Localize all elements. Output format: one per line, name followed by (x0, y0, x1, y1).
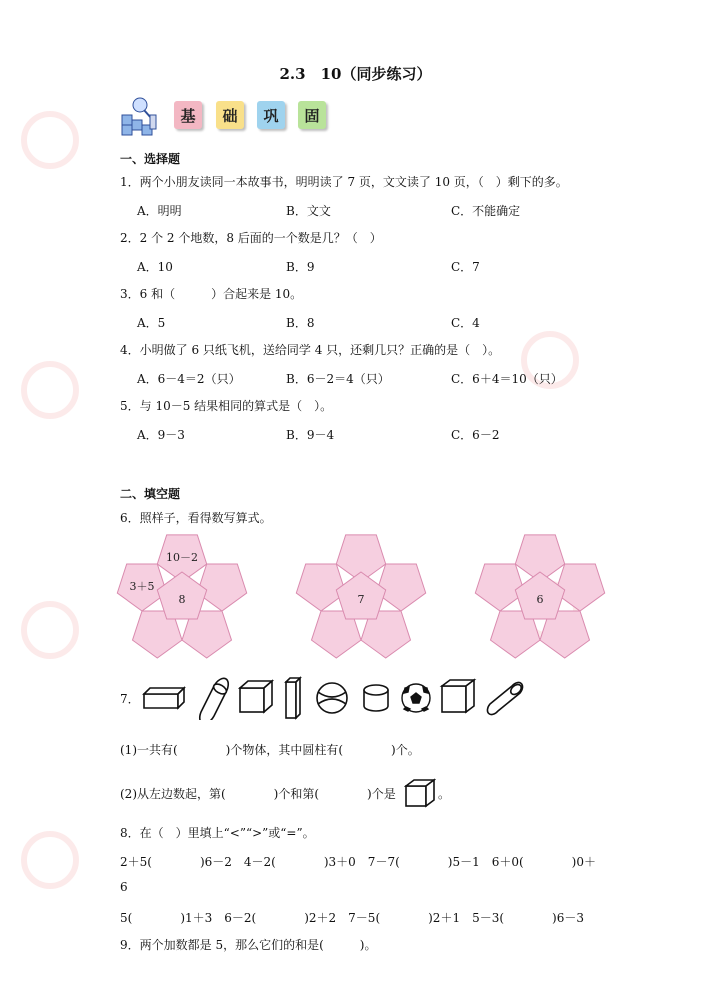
question-7-part-2: (2)从左边数起，第( )个和第( )个是 (120, 787, 396, 801)
flower-petal-top-expression: 10－2 (166, 550, 198, 564)
q1-option-b: B．文文 (286, 204, 331, 218)
q1-option-c: C．不能确定 (451, 204, 521, 218)
question-8-row-1-wrap: 6 (120, 880, 128, 894)
q4-option-b: B．6－2＝4（只） (286, 372, 390, 386)
q4-option-a: A．6－4＝2（只） (137, 372, 241, 386)
q3-option-c: C．4 (451, 316, 480, 330)
watermark-left-top (20, 110, 80, 170)
question-8-row-2: 5( )1＋3 6－2( )2＋2 7－5( )2＋1 5－3( )6－3 (120, 911, 584, 925)
cylinder-slanted-icon (487, 683, 523, 715)
q5-option-c: C．6－2 (451, 428, 500, 442)
question-9: 9．两个加数都是 5，那么它们的和是( )。 (120, 938, 377, 952)
q7-shapes-row (140, 676, 530, 720)
flower-petal (555, 564, 604, 611)
section2-heading: 二、填空题 (120, 487, 181, 501)
question-2: 2．2 个 2 个地数，8 后面的一个数是几？（ ） (120, 231, 382, 245)
flower-1 (117, 535, 246, 658)
cuboid-tall-icon (286, 678, 300, 718)
banner-tag-2: 础 (216, 101, 244, 129)
q2-option-c: C．7 (451, 260, 480, 274)
flower-diagrams (0, 530, 711, 660)
question-6: 6．照样子，看得数写算式。 (120, 511, 272, 525)
flower-center-number: 8 (178, 593, 186, 606)
banner-figure-icon (120, 97, 168, 139)
q5-option-a: A．9－3 (137, 428, 185, 442)
question-4: 4．小明做了 6 只纸飞机，送给同学 4 只，还剩几只？正确的是（ ）。 (120, 343, 501, 357)
ball-icon (317, 683, 347, 713)
flower-petal-left-expression: 3＋5 (129, 580, 155, 593)
cuboid-flat-icon (144, 688, 184, 708)
cylinder-tilted-icon (200, 678, 228, 720)
flower-center-number: 6 (536, 593, 544, 606)
section1-heading: 一、选择题 (120, 152, 181, 166)
flower-center-number: 7 (357, 593, 365, 606)
q2-option-a: A．10 (137, 260, 173, 274)
flower-petal (197, 564, 246, 611)
banner-tag-3: 巩 (257, 101, 285, 129)
banner-tag-4: 固 (298, 101, 326, 129)
q3-option-a: A．5 (137, 316, 166, 330)
section-banner (120, 97, 340, 139)
soccer-ball-icon (402, 684, 430, 712)
question-7-label: 7． (120, 692, 140, 706)
flower-petal (296, 564, 345, 611)
flower-2 (296, 535, 425, 658)
page-title: 2.3 10（同步练习） (279, 65, 432, 83)
watermark-left-bottom (20, 830, 80, 890)
question-8: 8．在（ ）里填上“<”“>”或“=”。 (120, 826, 315, 840)
q2-option-b: B．9 (286, 260, 315, 274)
flower-3 (475, 535, 604, 658)
question-1: 1．两个小朋友读同一本故事书，明明读了 7 页，文文读了 10 页，（ ）剩下的多。 (120, 175, 568, 189)
watermark-left-mid (20, 360, 80, 420)
q4-option-c: C．6＋4＝10（只） (451, 372, 563, 386)
flower-petal (475, 564, 524, 611)
flower-petal (376, 564, 425, 611)
cylinder-icon (364, 685, 388, 711)
cube-icon (442, 680, 474, 712)
question-5: 5．与 10－5 结果相同的算式是（ ）。 (120, 399, 333, 413)
question-3: 3．6 和（ ）合起来是 10。 (120, 287, 303, 301)
question-7-part-2-end: 。 (438, 787, 451, 801)
banner-tag-1: 基 (174, 101, 202, 129)
q3-option-b: B．8 (286, 316, 315, 330)
q1-option-a: A．明明 (137, 204, 182, 218)
q5-option-b: B．9－4 (286, 428, 335, 442)
cube-inline-icon (404, 777, 436, 809)
question-7-part-1: (1)一共有( )个物体，其中圆柱有( )个。 (120, 743, 420, 757)
question-8-row-1: 2＋5( )6－2 4－2( )3＋0 7－7( )5－1 6＋0( )0＋ (120, 855, 596, 869)
cube-icon (240, 681, 272, 712)
